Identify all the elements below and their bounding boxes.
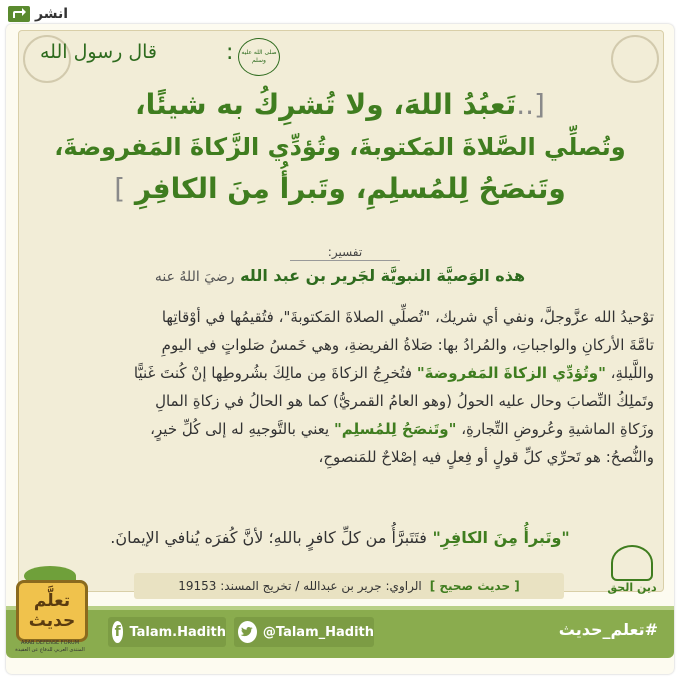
hashtag: #تعلم_حديث [558, 620, 658, 639]
body-line: واللَّيلةِ، "وتُؤدِّي الزكاةَ المَفروضةَ" فتُخرِجُ الزكاةَ مِن مالِكَ بشُروطِها إنْ كُنتَ غَنيًّا [133, 364, 654, 382]
twitter-link[interactable] [234, 617, 374, 647]
tafsir-label: تفسير: [327, 245, 363, 259]
source-bar [134, 573, 564, 599]
body-line: تامَّةَ الأركانِ والواجباتِ، والمُرادُ بها: صَلاةُ الفريضةِ، وهي خَمسُ صَلواتٍ في اليومِ [161, 336, 654, 354]
mosque-icon [611, 545, 653, 581]
share-icon [8, 6, 30, 22]
facebook-icon: f [112, 621, 123, 643]
share-label: انشر [35, 6, 69, 22]
hadith-line-1: [..تَعبُدُ اللهَ، ولا تُشرِكُ به شيئًا، [135, 88, 545, 121]
twitter-icon [238, 621, 257, 643]
intro-text: قال رسول الله [40, 41, 158, 63]
salawat-seal: صلى الله عليه وسلم [238, 38, 280, 76]
body-line: والنُّصحُ: هو تَحرِّي كلِّ قولٍ أو فِعلٍ فيه إصْلاحٌ للمَنصوحِ، [318, 448, 654, 466]
explanation-title: هذه الوَصيَّة النبويَّة لجَرير بن عبد الله رضيَ اللهُ عنه [154, 266, 526, 285]
footer-bar [6, 606, 674, 658]
facebook-handle: Talam.Hadith [129, 624, 226, 640]
hadith-grade: [ حديث صحيح ] [429, 579, 520, 593]
body-line: وزَكاةِ الماشيةِ وعُروضِ التِّجارةِ، "وتَنصَحُ لِلمُسلِم" يعني بالتَّوجيهِ له إلى كُلِّ خيرٍ، [150, 420, 654, 438]
deen-alhaq-logo: دين الحق [600, 545, 664, 605]
body-line: توْحيدُ الله عزَّوجلَّ، ونفي أي شريك، "تُصلِّي الصلاةَ المَكتوبةَ"، فتُقيمُها في أوْقاتِها [161, 308, 654, 326]
org-caption: ARAB DEFENSE FORUM المنتدى العربي للدفاع عن العقيدة [15, 640, 85, 653]
talam-hadith-logo [10, 560, 90, 660]
hadith-line-3: وتَنصَحُ لِلمُسلِمِ، وتَبرأُ مِنَ الكافِرِ ] [114, 172, 566, 205]
intro-colon: : [226, 40, 234, 65]
hadith-line-2: وتُصلِّي الصَّلاةَ المَكتوبةَ، وتُؤدِّي الزَّكاةَ المَفروضةَ، [54, 133, 626, 161]
body-line: وتَملِكُ النِّصابَ وحال عليه الحولُ (وهو العامُ القمريُّ) كما هو الحالُ في زكاةِ المالِ [155, 392, 654, 410]
explanation-body [26, 303, 654, 471]
hadith-text [28, 84, 652, 210]
footer-band [6, 606, 674, 610]
logo-badge: تعلَّم حديث [16, 580, 88, 642]
divider [290, 260, 400, 261]
twitter-handle: @Talam_Hadith [262, 624, 374, 640]
facebook-link[interactable] [108, 617, 226, 647]
narrator: الراوي: جرير بن عبدالله / تخريج المسند: 19153 [178, 579, 422, 593]
ornament-corner-icon [611, 35, 659, 83]
closing-line: "وتَبرأُ مِنَ الكافِرِ" فتَتَبرَّأُ من كلِّ كافرٍ باللهِ؛ لأنَّ كُفرَه يُنافي الإيمانَ. [110, 528, 570, 547]
share-button[interactable] [8, 4, 68, 24]
